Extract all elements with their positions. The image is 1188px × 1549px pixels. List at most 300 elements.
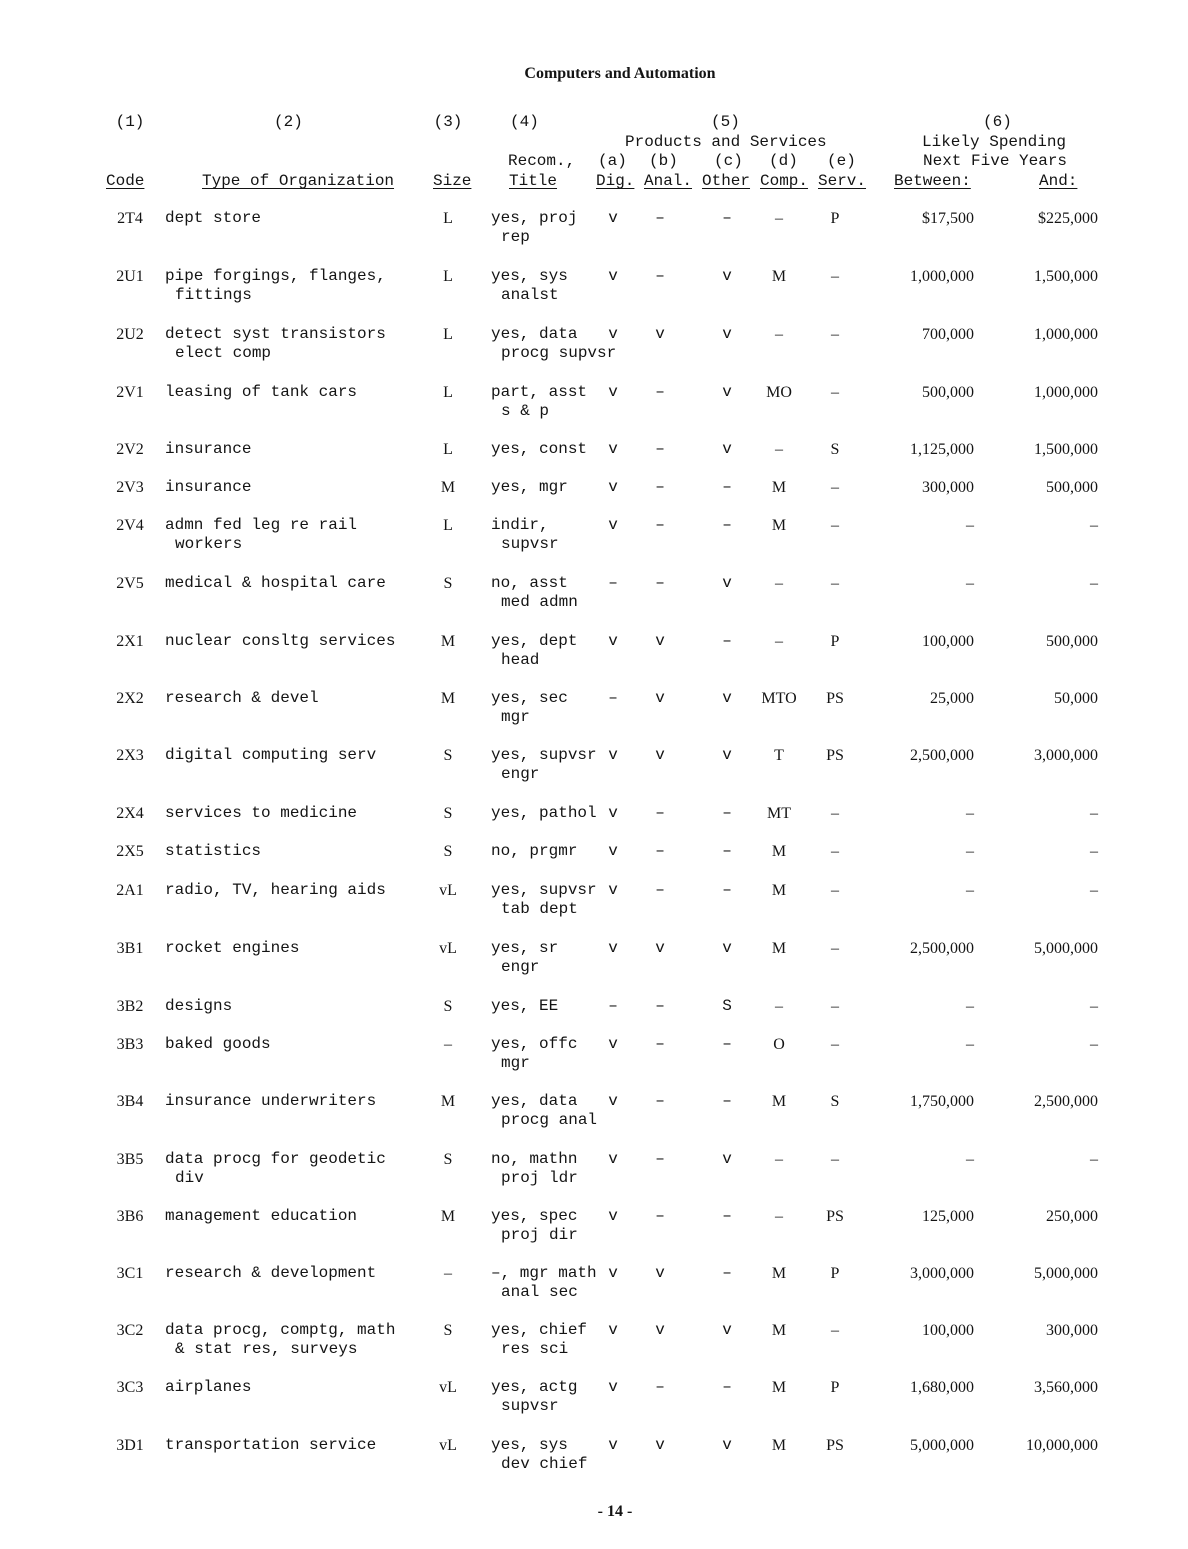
row-spending-between: 1,000,000 [910, 268, 974, 285]
row-digital: – [608, 574, 618, 592]
row-spending-and: 500,000 [1046, 633, 1098, 650]
row-analog: – [655, 516, 665, 534]
row-services: – [831, 479, 839, 496]
row-services: – [831, 843, 839, 860]
row-size: M [440, 690, 456, 707]
row-components: M [771, 1093, 787, 1110]
row-spending-and: – [1090, 882, 1098, 899]
row-code: 2V2 [116, 441, 144, 458]
sub-column-c: (c) [714, 152, 743, 170]
row-spending-between: – [966, 843, 974, 860]
next-five-years-heading: Next Five Years [923, 152, 1068, 170]
sub-column-e: (e) [827, 152, 856, 170]
row-recom-title: yes, proj [491, 209, 578, 227]
row-code: 2U1 [116, 268, 144, 285]
row-recom-title: no, asst [491, 574, 568, 592]
row-recom-title: yes, sec [491, 689, 568, 707]
column-number-2: (2) [274, 113, 303, 131]
row-recom-title: indir, [491, 516, 549, 534]
row-recom-title: yes, sys [491, 267, 568, 285]
row-recom-title: yes, EE [491, 997, 559, 1015]
row-components: – [775, 441, 783, 458]
row-size: vL [439, 940, 457, 957]
row-analog: v [655, 939, 665, 957]
row-code: 2X1 [116, 633, 144, 650]
row-organization-type: insurance [165, 440, 252, 458]
row-recom-title: yes, supvsr [491, 746, 597, 764]
row-components: M [771, 1265, 787, 1282]
row-spending-and: 50,000 [1054, 690, 1098, 707]
page-title: Computers and Automation [524, 65, 716, 82]
row-spending-and: 300,000 [1046, 1322, 1098, 1339]
sub-column-b: (b) [649, 152, 678, 170]
row-recom-title-cont: engr [501, 765, 540, 783]
row-components: – [775, 998, 783, 1015]
row-code: 2X3 [116, 747, 144, 764]
row-digital: v [608, 842, 618, 860]
row-other: v [722, 1436, 732, 1454]
row-spending-and: – [1090, 575, 1098, 592]
row-services: – [831, 1322, 839, 1339]
row-spending-and: – [1090, 843, 1098, 860]
row-other: v [722, 939, 732, 957]
row-organization-type: medical & hospital care [165, 574, 386, 592]
row-recom-title: yes, supvsr [491, 881, 597, 899]
row-digital: v [608, 939, 618, 957]
row-spending-between: 100,000 [922, 633, 974, 650]
row-size: – [444, 1265, 452, 1282]
row-analog: – [655, 1092, 665, 1110]
row-recom-title-cont: tab dept [501, 900, 578, 918]
row-components: M [771, 940, 787, 957]
column-number-5: (5) [711, 113, 740, 131]
row-other: – [722, 1207, 732, 1225]
row-components: MO [766, 384, 792, 401]
row-services: PS [826, 1437, 844, 1454]
row-spending-and: 3,000,000 [1034, 747, 1098, 764]
row-recom-title: yes, pathol [491, 804, 597, 822]
row-size: S [443, 805, 453, 822]
page-number: - 14 - [597, 1503, 633, 1520]
row-spending-between: – [966, 1036, 974, 1053]
row-organization-type: research & development [165, 1264, 377, 1282]
row-components: – [775, 575, 783, 592]
sub-column-d: (d) [769, 152, 798, 170]
row-other: v [722, 689, 732, 707]
row-organization-type: pipe forgings, flanges, [165, 267, 386, 285]
row-other: v [722, 1321, 732, 1339]
row-services: P [830, 1379, 840, 1396]
row-components: MTO [761, 690, 797, 707]
row-components: – [775, 326, 783, 343]
row-spending-between: – [966, 1151, 974, 1168]
row-size: L [443, 268, 453, 285]
row-digital: v [608, 804, 618, 822]
row-spending-between: 2,500,000 [910, 940, 974, 957]
row-recom-title: part, asst [491, 383, 588, 401]
row-code: 3B2 [116, 998, 144, 1015]
row-spending-between: 100,000 [922, 1322, 974, 1339]
row-services: PS [826, 690, 844, 707]
row-spending-between: $17,500 [922, 210, 974, 227]
row-spending-and: 500,000 [1046, 479, 1098, 496]
row-size: vL [439, 882, 457, 899]
row-analog: – [655, 267, 665, 285]
row-services: P [830, 1265, 840, 1282]
row-other: – [722, 516, 732, 534]
row-analog: – [655, 997, 665, 1015]
row-analog: v [655, 632, 665, 650]
row-recom-title-cont: supvsr [501, 1397, 559, 1415]
row-organization-type: designs [165, 997, 233, 1015]
row-size: L [443, 384, 453, 401]
row-spending-and: 3,560,000 [1034, 1379, 1098, 1396]
row-digital: v [608, 478, 618, 496]
size-header: Size [433, 172, 472, 190]
row-digital: v [608, 209, 618, 227]
row-digital: v [608, 1378, 618, 1396]
row-organization-type-cont: elect comp [175, 344, 272, 362]
row-spending-and: – [1090, 1036, 1098, 1053]
row-organization-type-cont: fittings [175, 286, 252, 304]
row-code: 2T4 [117, 210, 143, 227]
row-components: M [771, 1322, 787, 1339]
row-recom-title-cont: anal sec [501, 1283, 578, 1301]
row-code: 3C2 [116, 1322, 144, 1339]
type-header: Type of Organization [202, 172, 395, 190]
row-recom-title-cont: dev chief [501, 1455, 588, 1473]
row-components: – [775, 633, 783, 650]
row-size: L [443, 210, 453, 227]
row-code: 2U2 [116, 326, 144, 343]
row-code: 2V5 [116, 575, 144, 592]
row-digital: v [608, 1321, 618, 1339]
row-analog: – [655, 1378, 665, 1396]
row-organization-type: research & devel [165, 689, 319, 707]
row-spending-and: 5,000,000 [1034, 940, 1098, 957]
row-size: L [443, 441, 453, 458]
row-size: – [444, 1036, 452, 1053]
row-code: 3B3 [116, 1036, 144, 1053]
row-size: vL [439, 1437, 457, 1454]
products-services-heading: Products and Services [625, 133, 827, 151]
row-spending-between: 5,000,000 [910, 1437, 974, 1454]
row-size: M [440, 479, 456, 496]
row-components: M [771, 517, 787, 534]
row-services: – [831, 268, 839, 285]
row-size: S [443, 1151, 453, 1168]
row-analog: v [655, 746, 665, 764]
row-services: – [831, 575, 839, 592]
row-organization-type: transportation service [165, 1436, 377, 1454]
row-spending-between: – [966, 882, 974, 899]
likely-spending-heading: Likely Spending [922, 133, 1067, 151]
column-number-3: (3) [433, 113, 463, 131]
anal-header: Anal. [644, 172, 693, 190]
row-spending-and: 1,500,000 [1034, 441, 1098, 458]
row-digital: v [608, 1150, 618, 1168]
row-other: – [722, 209, 732, 227]
row-other: – [722, 842, 732, 860]
row-organization-type: rocket engines [165, 939, 300, 957]
column-number-1: (1) [115, 113, 145, 131]
comp-header: Comp. [760, 172, 809, 190]
row-organization-type: management education [165, 1207, 358, 1225]
row-organization-type: admn fed leg re rail [165, 516, 358, 534]
row-spending-and: – [1090, 998, 1098, 1015]
row-digital: – [608, 997, 618, 1015]
row-spending-and: – [1090, 805, 1098, 822]
row-components: – [775, 1208, 783, 1225]
row-code: 2X4 [116, 805, 144, 822]
row-recom-title: yes, data [491, 1092, 578, 1110]
row-components: M [771, 1437, 787, 1454]
row-services: – [831, 940, 839, 957]
row-services: PS [826, 1208, 844, 1225]
row-organization-type: baked goods [165, 1035, 271, 1053]
row-spending-between: 500,000 [922, 384, 974, 401]
row-recom-title: yes, const [491, 440, 588, 458]
row-spending-between: 2,500,000 [910, 747, 974, 764]
row-recom-title-cont: supvsr [501, 535, 559, 553]
row-organization-type: detect syst transistors [165, 325, 386, 343]
row-components: M [771, 882, 787, 899]
row-recom-title: yes, chief [491, 1321, 588, 1339]
row-size: S [443, 998, 453, 1015]
row-organization-type: data procg for geodetic [165, 1150, 386, 1168]
row-digital: v [608, 383, 618, 401]
row-code: 3B5 [116, 1151, 144, 1168]
row-other: – [722, 804, 732, 822]
row-digital: v [608, 267, 618, 285]
row-spending-and: 1,000,000 [1034, 326, 1098, 343]
row-other: v [722, 440, 732, 458]
row-recom-title: yes, dept [491, 632, 578, 650]
row-analog: – [655, 574, 665, 592]
row-recom-title-cont: med admn [501, 593, 578, 611]
row-other: – [722, 1378, 732, 1396]
serv-header: Serv. [818, 172, 867, 190]
row-spending-and: $225,000 [1038, 210, 1098, 227]
title-header: Title [509, 172, 558, 190]
row-size: S [443, 843, 453, 860]
row-spending-between: 3,000,000 [910, 1265, 974, 1282]
row-services: – [831, 1036, 839, 1053]
row-recom-title-cont: procg supvsr [501, 344, 617, 362]
row-other: – [722, 632, 732, 650]
dig-header: Dig. [596, 172, 635, 190]
row-other: v [722, 267, 732, 285]
row-components: M [771, 843, 787, 860]
row-analog: – [655, 1207, 665, 1225]
sub-column-a: (a) [598, 152, 627, 170]
row-code: 2A1 [116, 882, 144, 899]
row-spending-and: – [1090, 1151, 1098, 1168]
row-components: – [775, 1151, 783, 1168]
row-code: 3C1 [116, 1265, 144, 1282]
row-code: 2V3 [116, 479, 144, 496]
row-digital: v [608, 1436, 618, 1454]
row-analog: – [655, 478, 665, 496]
row-other: S [722, 997, 732, 1015]
row-components: T [774, 747, 784, 764]
row-digital: v [608, 632, 618, 650]
row-recom-title-cont: proj ldr [501, 1169, 578, 1187]
and-header: And: [1039, 172, 1078, 190]
row-analog: – [655, 209, 665, 227]
row-other: v [722, 746, 732, 764]
row-analog: – [655, 881, 665, 899]
row-size: M [440, 1093, 456, 1110]
row-digital: v [608, 440, 618, 458]
row-organization-type: airplanes [165, 1378, 252, 1396]
row-services: – [831, 805, 839, 822]
row-other: – [722, 1092, 732, 1110]
row-spending-between: 125,000 [922, 1208, 974, 1225]
row-components: O [773, 1036, 785, 1053]
row-size: M [440, 633, 456, 650]
row-recom-title-cont: analst [501, 286, 559, 304]
row-analog: – [655, 383, 665, 401]
row-spending-between: – [966, 805, 974, 822]
row-recom-title: yes, actg [491, 1378, 578, 1396]
other-header: Other [702, 172, 751, 190]
row-code: 3B4 [116, 1093, 144, 1110]
row-digital: v [608, 1264, 618, 1282]
row-digital: v [608, 516, 618, 534]
row-components: MT [767, 805, 791, 822]
row-code: 2X5 [116, 843, 144, 860]
row-recom-title-cont: mgr [501, 708, 530, 726]
row-spending-between: 25,000 [930, 690, 974, 707]
row-other: v [722, 574, 732, 592]
row-spending-and: 1,000,000 [1034, 384, 1098, 401]
row-services: PS [826, 747, 844, 764]
row-code: 3B1 [116, 940, 144, 957]
row-spending-and: 1,500,000 [1034, 268, 1098, 285]
row-digital: – [608, 689, 618, 707]
row-recom-title: yes, data [491, 325, 578, 343]
row-analog: v [655, 689, 665, 707]
row-spending-between: 1,125,000 [910, 441, 974, 458]
row-spending-and: 5,000,000 [1034, 1265, 1098, 1282]
row-size: L [443, 326, 453, 343]
row-organization-type: statistics [165, 842, 262, 860]
between-header: Between: [894, 172, 971, 190]
row-digital: v [608, 1035, 618, 1053]
row-size: S [443, 747, 453, 764]
row-recom-title: no, mathn [491, 1150, 578, 1168]
row-analog: v [655, 1436, 665, 1454]
row-other: – [722, 1035, 732, 1053]
row-services: – [831, 1151, 839, 1168]
row-organization-type: radio, TV, hearing aids [165, 881, 386, 899]
row-organization-type: dept store [165, 209, 262, 227]
row-other: v [722, 325, 732, 343]
row-services: S [830, 1093, 840, 1110]
row-analog: – [655, 804, 665, 822]
row-spending-and: 250,000 [1046, 1208, 1098, 1225]
row-services: – [831, 517, 839, 534]
row-organization-type: insurance underwriters [165, 1092, 377, 1110]
row-analog: v [655, 1321, 665, 1339]
row-recom-title: no, prgmr [491, 842, 578, 860]
row-analog: – [655, 1035, 665, 1053]
row-code: 2V1 [116, 384, 144, 401]
row-spending-and: 10,000,000 [1026, 1437, 1098, 1454]
row-spending-and: 2,500,000 [1034, 1093, 1098, 1110]
row-code: 3D1 [116, 1437, 144, 1454]
row-organization-type: digital computing serv [165, 746, 377, 764]
row-size: vL [439, 1379, 457, 1396]
row-recom-title: –, mgr math [491, 1264, 597, 1282]
row-spending-between: 1,750,000 [910, 1093, 974, 1110]
row-services: – [831, 326, 839, 343]
code-header: Code [106, 172, 145, 190]
row-recom-title-cont: procg anal [501, 1111, 598, 1129]
row-spending-between: 700,000 [922, 326, 974, 343]
row-components: M [771, 479, 787, 496]
row-spending-between: – [966, 998, 974, 1015]
column-number-4: (4) [510, 113, 539, 131]
row-digital: v [608, 746, 618, 764]
row-size: S [443, 575, 453, 592]
row-organization-type-cont: & stat res, surveys [175, 1340, 358, 1358]
row-recom-title: yes, sys [491, 1436, 568, 1454]
row-spending-between: 300,000 [922, 479, 974, 496]
row-components: – [775, 210, 783, 227]
row-organization-type: insurance [165, 478, 252, 496]
row-other: v [722, 383, 732, 401]
row-components: M [771, 268, 787, 285]
row-components: M [771, 1379, 787, 1396]
row-other: – [722, 1264, 732, 1282]
row-other: – [722, 478, 732, 496]
row-organization-type: data procg, comptg, math [165, 1321, 396, 1339]
row-recom-title-cont: res sci [501, 1340, 569, 1358]
row-recom-title-cont: engr [501, 958, 540, 976]
row-recom-title-cont: head [501, 651, 540, 669]
row-recom-title-cont: proj dir [501, 1226, 578, 1244]
row-recom-title: yes, sr [491, 939, 559, 957]
row-size: L [443, 517, 453, 534]
row-recom-title: yes, spec [491, 1207, 578, 1225]
row-other: v [722, 1150, 732, 1168]
row-services: P [830, 633, 840, 650]
row-services: – [831, 998, 839, 1015]
row-size: S [443, 1322, 453, 1339]
row-services: – [831, 882, 839, 899]
row-digital: v [608, 881, 618, 899]
row-analog: – [655, 440, 665, 458]
row-code: 2V4 [116, 517, 144, 534]
row-services: S [830, 441, 840, 458]
row-services: – [831, 384, 839, 401]
row-recom-title: yes, offc [491, 1035, 578, 1053]
row-organization-type: services to medicine [165, 804, 358, 822]
recom-label: Recom., [508, 152, 576, 170]
row-digital: v [608, 1092, 618, 1110]
row-code: 3B6 [116, 1208, 144, 1225]
row-digital: v [608, 325, 618, 343]
row-recom-title-cont: s & p [501, 402, 550, 420]
row-recom-title-cont: rep [501, 228, 530, 246]
row-recom-title-cont: mgr [501, 1054, 530, 1072]
row-analog: – [655, 1150, 665, 1168]
row-code: 3C3 [116, 1379, 144, 1396]
row-recom-title: yes, mgr [491, 478, 568, 496]
row-spending-between: – [966, 575, 974, 592]
